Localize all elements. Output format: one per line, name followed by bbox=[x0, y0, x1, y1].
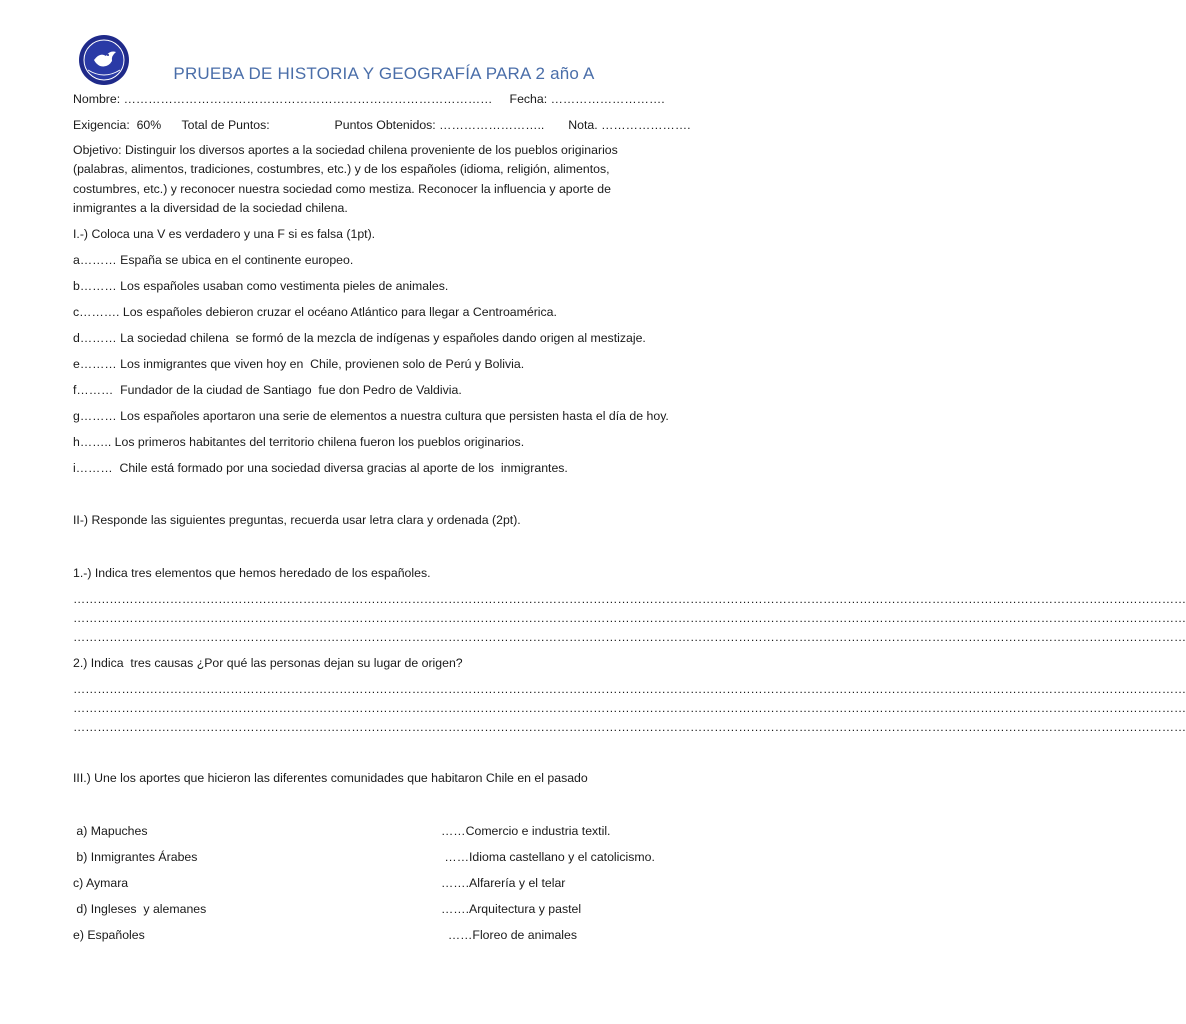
answer-line: …………………………………………………………………………………………………………………………………………………………………………………………………………………………………………………… bbox=[73, 611, 1186, 625]
community-item: b) Inmigrantes Árabes bbox=[73, 850, 198, 864]
tf-item: f……… Fundador de la ciudad de Santiago fue don Pedro de Valdivia. bbox=[73, 383, 462, 397]
tf-item: g……… Los españoles aportaron una serie de elementos a nuestra cultura que persisten hasta el día de hoy. bbox=[73, 409, 669, 423]
tf-item: h…….. Los primeros habitantes del territorio chilena fueron los pueblos originarios. bbox=[73, 435, 525, 449]
community-item: d) Ingleses y alemanes bbox=[73, 902, 207, 916]
section2-heading: II-) Responde las siguientes preguntas, recuerda usar letra clara y ordenada (2pt). bbox=[73, 513, 521, 527]
contribution-item: ……Comercio e industria textil. bbox=[441, 824, 611, 838]
contribution-item: ……Idioma castellano y el catolicismo. bbox=[441, 850, 655, 864]
objetivo-paragraph: Objetivo: Distinguir los diversos aportes a la sociedad chilena proveniente de los pueblos originarios (palabras, alimentos, tradiciones, costumbres, etc.) y de los españoles (idioma, religión, alimentos, costumbres, etc.) y reconocer nuestra sociedad como mestiza. Reconocer la influencia y aporte de inmigrantes a la diversidad de la sociedad chilena. bbox=[73, 143, 618, 215]
exigencia-line: Exigencia: 60% Total de Puntos: Puntos Obtenidos: …………………….. Nota. …………………. bbox=[73, 118, 691, 132]
section1-heading: I.-) Coloca una V es verdadero y una F si es falsa (1pt). bbox=[73, 227, 376, 241]
tf-item: a……… España se ubica en el continente europeo. bbox=[73, 253, 354, 267]
question-2: 2.) Indica tres causas ¿Por qué las personas dejan su lugar de origen? bbox=[73, 656, 463, 670]
tf-item: d……… La sociedad chilena se formó de la mezcla de indígenas y españoles dando origen al mestizaje. bbox=[73, 331, 646, 345]
tf-item: i……… Chile está formado por una sociedad diversa gracias al aporte de los inmigrantes. bbox=[73, 461, 568, 475]
contribution-item: …….Alfarería y el telar bbox=[441, 876, 566, 890]
tf-item: b……… Los españoles usaban como vestimenta pieles de animales. bbox=[73, 279, 449, 293]
answer-line: …………………………………………………………………………………………………………………………………………………………………………………………………………………………………………………… bbox=[73, 720, 1186, 734]
community-item: c) Aymara bbox=[73, 876, 129, 890]
answer-line: …………………………………………………………………………………………………………………………………………………………………………………………………………………………………………………… bbox=[73, 682, 1186, 696]
question-1: 1.-) Indica tres elementos que hemos heredado de los españoles. bbox=[73, 566, 431, 580]
answer-line: …………………………………………………………………………………………………………………………………………………………………………………………………………………………………………………… bbox=[73, 592, 1186, 606]
answer-line: …………………………………………………………………………………………………………………………………………………………………………………………………………………………………………………… bbox=[73, 630, 1186, 644]
contribution-item: ……Floreo de animales bbox=[441, 928, 578, 942]
nombre-fecha-line: Nombre: ……………………………………………………………………………… Fecha: ………………………. bbox=[73, 92, 665, 106]
tf-item: c………. Los españoles debieron cruzar el océano Atlántico para llegar a Centroamérica. bbox=[73, 305, 557, 319]
answer-line: …………………………………………………………………………………………………………………………………………………………………………………………………………………………………………………… bbox=[73, 701, 1186, 715]
page-title: PRUEBA DE HISTORIA Y GEOGRAFÍA PARA 2 año A bbox=[173, 64, 595, 83]
section3-heading: III.) Une los aportes que hicieron las diferentes comunidades que habitaron Chile en el pasado bbox=[73, 771, 588, 785]
community-item: e) Españoles bbox=[73, 928, 145, 942]
contribution-item: …….Arquitectura y pastel bbox=[441, 902, 582, 916]
tf-item: e……… Los inmigrantes que viven hoy en Chile, provienen solo de Perú y Bolivia. bbox=[73, 357, 525, 371]
community-item: a) Mapuches bbox=[73, 824, 148, 838]
